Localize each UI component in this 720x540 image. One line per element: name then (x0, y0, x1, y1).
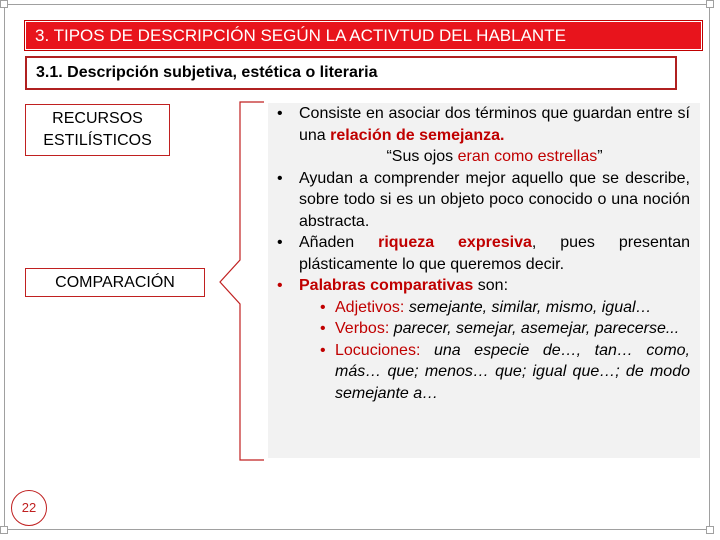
sub-items: una especie de…, tan… como, más… que; menos… que; igual que…; de modo semejante a… (335, 341, 690, 402)
frame-corner (0, 526, 8, 534)
slide-title: 3. TIPOS DE DESCRIPCIÓN SEGÚN LA ACTIVTUD DEL HABLANTE (25, 21, 702, 50)
sub-items: parecer, semejar, asemejar, parecerse... (393, 320, 680, 337)
example-highlight: eran como estrellas (457, 148, 598, 165)
sub-bullet-item (299, 340, 690, 405)
sub-bullet-item (299, 297, 690, 319)
highlight-text: relación de semejanza. (330, 126, 505, 144)
bullet-text: Consiste en asociar dos términos que guardan entre sí una (299, 105, 690, 144)
highlight-text: riqueza expresiva (378, 234, 532, 251)
frame-corner (0, 0, 8, 8)
highlight-text: Palabras comparativas (299, 277, 474, 294)
bullet-item (268, 168, 700, 233)
bullet-item (268, 275, 700, 404)
bullet-text: Ayudan a comprender mejor aquello que se describe, sobre todo si es un objeto poco conocido o una noción abstracta. (299, 169, 690, 230)
example-close: ” (597, 148, 603, 165)
sub-items: semejante, similar, mismo, igual… (408, 298, 652, 316)
recursos-estilisticos-box (25, 104, 170, 156)
sub-bullet-item (299, 318, 690, 340)
section-subtitle: 3.1. Descripción subjetiva, estética o literaria (25, 56, 677, 90)
example-sentence (299, 146, 690, 168)
bullet-list (268, 103, 700, 404)
comparacion-box: COMPARACIÓN (25, 268, 205, 297)
sub-bullet-list (299, 297, 690, 405)
term-line-2: ESTILÍSTICOS (43, 132, 152, 149)
sub-label: Locuciones: (335, 341, 434, 359)
frame-corner (706, 526, 714, 534)
sub-label: Adjetivos: (335, 298, 409, 316)
example-open: “Sus ojos (386, 148, 458, 165)
bullet-text: Añaden (299, 234, 379, 251)
brace-connector (218, 100, 268, 464)
sub-label: Verbos: (335, 320, 394, 337)
bullet-item (268, 103, 700, 168)
bullet-item (268, 232, 700, 275)
term-line-1: RECURSOS (52, 110, 143, 127)
page-number-badge: 22 (11, 490, 47, 526)
bullet-text: , pues presentan plásticamente lo que queremos decir. (299, 234, 691, 273)
content-panel (268, 103, 700, 458)
frame-corner (706, 0, 714, 8)
bullet-text: son: (473, 277, 509, 294)
